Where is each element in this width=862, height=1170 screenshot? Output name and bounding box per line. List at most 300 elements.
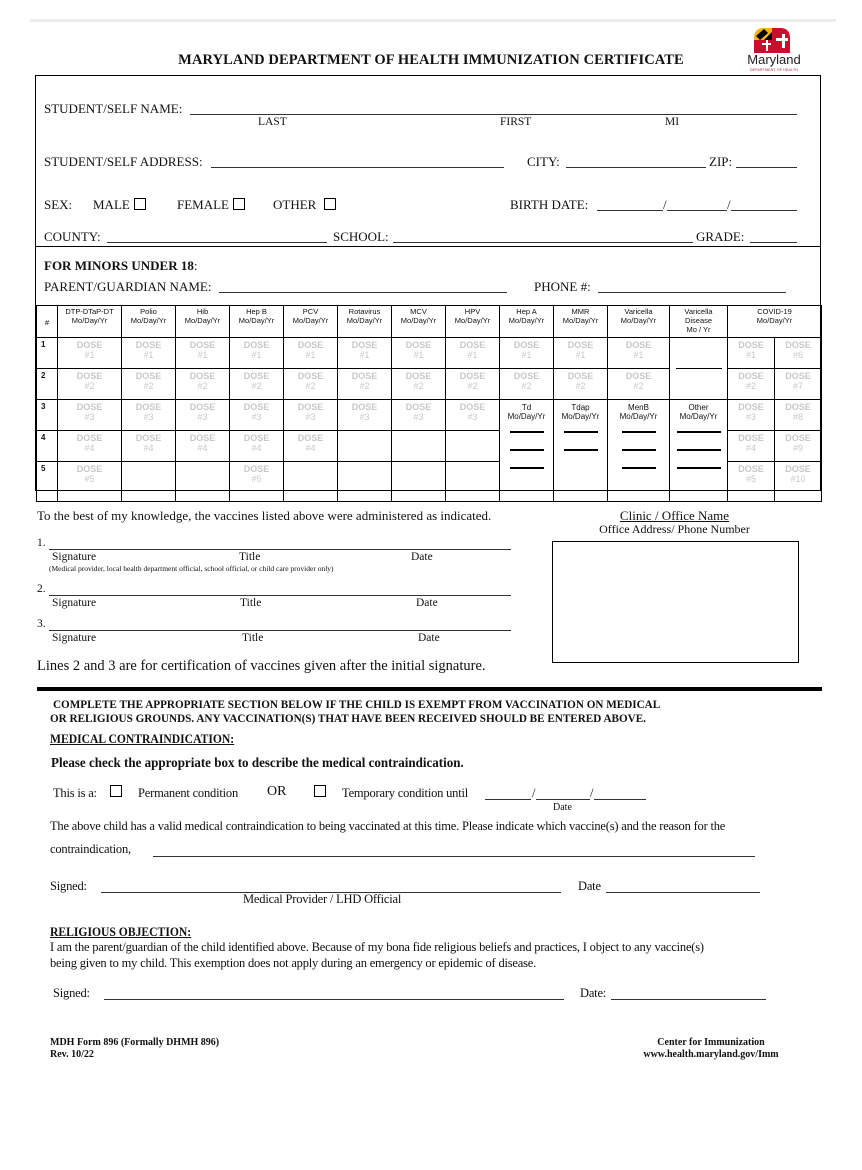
dose-number: #3 [197, 412, 208, 422]
table-row [37, 338, 822, 369]
tdap-date-line[interactable] [564, 449, 598, 451]
covid-dose-cell[interactable] [728, 400, 775, 431]
varicella-dose-cell[interactable] [608, 338, 670, 369]
dose-number: #2 [251, 381, 262, 391]
signature-caption: Signature [52, 551, 97, 563]
title-caption: Title [240, 597, 262, 609]
zip-label: ZIP: [709, 154, 733, 169]
polio-dose-cell[interactable] [122, 369, 176, 400]
row-number: 1 [37, 338, 58, 369]
pcv-dose-cell[interactable] [284, 431, 338, 462]
county-field[interactable] [107, 229, 327, 243]
religious-objection-text-line1: I am the parent/guardian of the child identified above. Because of my bona fide religious beliefs and practices, I object to any vaccine(s) [50, 940, 704, 954]
temporary-day-field[interactable] [536, 786, 590, 800]
birth-date-label: BIRTH DATE: [510, 197, 589, 212]
covid-dose-cell[interactable] [728, 462, 775, 502]
polio-dose-cell[interactable] [122, 338, 176, 369]
dose-word: DOSE [135, 340, 162, 350]
title-caption: Title [242, 632, 264, 644]
pcv-dose-cell[interactable] [284, 400, 338, 431]
birth-date-separator: / [727, 197, 731, 212]
mmr-dose-cell[interactable] [554, 369, 608, 400]
td-date-line[interactable] [510, 431, 544, 433]
td-header [500, 400, 553, 421]
clinic-address-label: Office Address/ Phone Number [599, 522, 750, 536]
dose-word: DOSE [243, 402, 270, 412]
temporary-condition-label: Temporary condition until [342, 786, 469, 800]
dtp-dose-cell[interactable] [58, 431, 122, 462]
header-format: Mo/Day/Yr [71, 316, 108, 325]
student-address-field[interactable] [211, 154, 504, 168]
temporary-date-caption: Date [553, 802, 572, 813]
dose-number: #2 [633, 381, 644, 391]
header-format: Mo/Day/Yr [620, 316, 657, 325]
header-name: Hep A [516, 307, 537, 316]
signature-line-2[interactable] [49, 582, 511, 596]
hpv-empty-cell[interactable] [446, 462, 500, 502]
dose-number: #5 [745, 474, 756, 484]
header-name: MCV [410, 307, 427, 316]
dose-number: #3 [413, 412, 424, 422]
signature-line-2-number: 2. [37, 583, 46, 595]
pcv-empty-cell[interactable] [284, 462, 338, 502]
birth-day-field[interactable] [667, 197, 727, 211]
table-header-row [37, 306, 822, 338]
td-date-slots [500, 431, 553, 469]
sex-female-option[interactable] [177, 197, 245, 213]
signature-line-1[interactable] [49, 536, 511, 550]
header-varicella [608, 306, 670, 338]
dose-number: #1 [251, 350, 262, 360]
page-top-border [30, 19, 836, 22]
middle-initial-caption: MI [665, 116, 680, 128]
permanent-condition-checkbox[interactable] [110, 785, 122, 797]
hepb-dose-cell[interactable] [230, 338, 284, 369]
pcv-dose-cell[interactable] [284, 369, 338, 400]
dose-placeholder [122, 431, 175, 453]
dose-word: DOSE [297, 433, 324, 443]
dose-placeholder [338, 369, 391, 391]
hib-dose-cell[interactable] [176, 431, 230, 462]
dose-placeholder [122, 338, 175, 360]
school-label: SCHOOL: [333, 229, 389, 244]
male-checkbox[interactable] [134, 198, 146, 210]
header-format: Mo/Day/Yr [508, 316, 545, 325]
hib-dose-cell[interactable] [176, 369, 230, 400]
rotavirus-dose-cell[interactable] [338, 338, 392, 369]
hepb-dose-cell[interactable] [230, 462, 284, 502]
dose-placeholder [775, 400, 821, 422]
sub-header-name: Tdap [571, 403, 590, 412]
clinic-name-label: Clinic / Office Name [619, 508, 730, 523]
sub-header-format: Mo/Day/Yr [679, 412, 718, 421]
dose-word: DOSE [76, 371, 103, 381]
medical-signature-field[interactable] [101, 879, 561, 893]
hepb-dose-cell[interactable] [230, 400, 284, 431]
dose-placeholder [338, 400, 391, 422]
mcv-dose-cell[interactable] [392, 338, 446, 369]
dose-word: DOSE [351, 340, 378, 350]
dose-word: DOSE [738, 371, 764, 381]
dose-number: #1 [359, 350, 370, 360]
header-name: Varicella Disease [684, 307, 713, 325]
dose-word: DOSE [76, 402, 103, 412]
dose-number: #6 [792, 350, 803, 360]
header-format: Mo/Day/Yr [400, 316, 437, 325]
section-divider [35, 246, 821, 247]
maryland-flag-icon [752, 26, 792, 53]
religious-objection-text-line2: being given to my child. This exemption does not apply during an emergency or epidemic of disease. [50, 956, 537, 970]
hpv-dose-cell[interactable] [446, 338, 500, 369]
date-caption: Date [411, 551, 433, 563]
other-checkbox[interactable] [324, 198, 336, 210]
dose-placeholder [230, 431, 283, 453]
temporary-year-field[interactable] [594, 786, 646, 800]
hepa-dose-cell[interactable] [500, 369, 554, 400]
td-date-line[interactable] [510, 449, 544, 451]
dose-placeholder [230, 338, 283, 360]
dose-placeholder [775, 369, 821, 391]
dose-number: #1 [143, 350, 154, 360]
dose-word: DOSE [297, 340, 324, 350]
dose-word: DOSE [297, 402, 324, 412]
covid-dose-cell[interactable] [775, 462, 822, 502]
header-covid19 [728, 306, 822, 338]
dose-number: #2 [197, 381, 208, 391]
certification-footnote: Lines 2 and 3 are for certification of vaccines given after the initial signature. [37, 658, 486, 674]
dose-word: DOSE [189, 433, 216, 443]
hepa-dose-cell[interactable] [500, 338, 554, 369]
grade-label: GRADE: [696, 229, 745, 244]
covid-dose-cell[interactable] [775, 369, 822, 400]
religious-signed-label: Signed: [53, 986, 90, 1000]
dose-placeholder [176, 369, 229, 391]
dose-placeholder [728, 338, 774, 360]
dose-word: DOSE [405, 340, 432, 350]
clinic-stamp-box[interactable] [552, 541, 799, 663]
logo-subtitle: DEPARTMENT OF HEALTH [749, 68, 799, 72]
header-format: Mo/Day/Yr [130, 316, 167, 325]
dose-placeholder [554, 338, 607, 360]
contraindication-label: contraindication, [50, 842, 131, 856]
minors-heading-colon: : [193, 258, 198, 273]
dose-placeholder [284, 369, 337, 391]
dtp-dose-cell[interactable] [58, 400, 122, 431]
other-cell [670, 400, 728, 502]
dose-placeholder [58, 338, 121, 360]
religious-date-field[interactable] [611, 986, 766, 1000]
dose-number: #3 [84, 412, 95, 422]
header-format: Mo/Day/Yr [184, 316, 221, 325]
header-name: DTP-DTaP-DT [65, 307, 114, 316]
other-date-line[interactable] [677, 467, 721, 469]
hepb-dose-cell[interactable] [230, 369, 284, 400]
dose-placeholder [392, 338, 445, 360]
header-name: Rotavirus [348, 307, 381, 316]
zip-field[interactable] [736, 154, 797, 168]
other-label: OTHER [273, 197, 317, 212]
parent-name-label: PARENT/GUARDIAN NAME: [44, 279, 212, 294]
temporary-month-field[interactable] [485, 786, 531, 800]
sex-other-option[interactable] [273, 197, 336, 213]
date-caption: Date [418, 632, 440, 644]
sub-header-format: Mo/Day/Yr [561, 412, 600, 421]
temporary-condition-checkbox[interactable] [314, 785, 326, 797]
section-rule [37, 687, 822, 691]
row-number: 2 [37, 369, 58, 400]
grade-field[interactable] [750, 229, 797, 243]
row-number: 5 [37, 462, 58, 502]
dose-placeholder [58, 369, 121, 391]
dose-placeholder [338, 338, 391, 360]
dose-number: #4 [251, 443, 262, 453]
mcv-dose-cell[interactable] [392, 400, 446, 431]
medical-contraindication-heading: MEDICAL CONTRAINDICATION: [50, 732, 235, 746]
covid-dose-cell[interactable] [775, 338, 822, 369]
rotavirus-dose-cell[interactable] [338, 369, 392, 400]
header-hpv [446, 306, 500, 338]
sub-header-format: Mo/Day/Yr [507, 412, 546, 421]
parent-name-field[interactable] [219, 279, 507, 293]
polio-empty-cell[interactable] [122, 462, 176, 502]
other-date-line[interactable] [677, 449, 721, 451]
header-name: MMR [571, 307, 590, 316]
polio-dose-cell[interactable] [122, 400, 176, 431]
dose-word: DOSE [567, 371, 594, 381]
medical-instruction: Please check the appropriate box to describe the medical contraindication. [51, 756, 464, 771]
mcv-dose-cell[interactable] [392, 369, 446, 400]
header-mcv [392, 306, 446, 338]
signature-line-1-number: 1. [37, 537, 46, 549]
county-label: COUNTY: [44, 229, 101, 244]
dose-number: #2 [521, 381, 532, 391]
footer-url[interactable]: www.health.maryland.gov/Imm [643, 1049, 779, 1060]
dose-placeholder [122, 400, 175, 422]
dose-number: #1 [197, 350, 208, 360]
dose-word: DOSE [625, 340, 652, 350]
header-name: HPV [464, 307, 481, 316]
signature-caption: Signature [52, 597, 97, 609]
dose-word: DOSE [785, 340, 811, 350]
medical-signed-label: Signed: [50, 879, 87, 893]
header-format: Mo/Day/Yr [562, 316, 599, 325]
menb-date-line[interactable] [622, 431, 656, 433]
other-date-line[interactable] [677, 431, 721, 433]
date-caption: Date [416, 597, 438, 609]
dose-number: #2 [575, 381, 586, 391]
hib-dose-cell[interactable] [176, 400, 230, 431]
contraindication-reason-field[interactable] [153, 844, 755, 857]
dtp-dose-cell[interactable] [58, 369, 122, 400]
header-name: Hib [196, 307, 209, 316]
dose-number: #5 [84, 474, 95, 484]
dose-word: DOSE [243, 464, 270, 474]
header-name: Polio [140, 307, 157, 316]
dose-placeholder [176, 400, 229, 422]
table-body [37, 338, 822, 502]
dose-placeholder [775, 462, 821, 484]
dose-placeholder [728, 369, 774, 391]
tdap-date-line[interactable] [564, 431, 598, 433]
dose-word: DOSE [738, 464, 764, 474]
dose-number: #2 [359, 381, 370, 391]
dose-number: #4 [143, 443, 154, 453]
dose-number: #2 [305, 381, 316, 391]
dose-word: DOSE [738, 340, 764, 350]
header-hepa [500, 306, 554, 338]
form-title-text: MARYLAND DEPARTMENT OF HEALTH IMMUNIZATION CERTIFICATE [178, 52, 684, 68]
dose-word: DOSE [297, 371, 324, 381]
hib-empty-cell[interactable] [176, 462, 230, 502]
dose-placeholder [58, 431, 121, 453]
dose-number: #10 [790, 474, 806, 484]
female-label: FEMALE [177, 197, 229, 212]
other-header [670, 400, 727, 421]
dose-word: DOSE [513, 371, 540, 381]
dose-word: DOSE [405, 402, 432, 412]
dose-word: DOSE [625, 371, 652, 381]
city-label: CITY: [527, 154, 560, 169]
birth-year-field[interactable] [731, 197, 797, 211]
valid-contraindication-text: The above child has a valid medical contraindication to being vaccinated at this time. Please indicate which vaccine(s) and the reason for the [50, 819, 726, 833]
sub-header-name: Td [521, 403, 532, 412]
student-address-label: STUDENT/SELF ADDRESS: [44, 154, 203, 169]
dose-placeholder [392, 400, 445, 422]
dose-number: #1 [745, 350, 756, 360]
covid-dose-cell[interactable] [728, 338, 775, 369]
dose-number: #4 [745, 443, 756, 453]
hpv-empty-cell[interactable] [446, 431, 500, 462]
hpv-dose-cell[interactable] [446, 369, 500, 400]
dose-placeholder [775, 431, 821, 453]
dose-placeholder [446, 338, 499, 360]
hib-dose-cell[interactable] [176, 338, 230, 369]
phone-field[interactable] [598, 279, 786, 293]
dose-placeholder [500, 369, 553, 391]
dose-placeholder [728, 400, 774, 422]
dtp-dose-cell[interactable] [58, 338, 122, 369]
covid-dose-cell[interactable] [728, 369, 775, 400]
header-format: Mo/Day/Yr [756, 316, 793, 325]
menb-date-line[interactable] [622, 449, 656, 451]
dose-word: DOSE [567, 340, 594, 350]
polio-dose-cell[interactable] [122, 431, 176, 462]
dose-number: #7 [792, 381, 803, 391]
rotavirus-empty-cell[interactable] [338, 431, 392, 462]
dose-word: DOSE [189, 371, 216, 381]
dose-placeholder [230, 369, 283, 391]
dose-number: #3 [467, 412, 478, 422]
dose-placeholder [392, 369, 445, 391]
dose-word: DOSE [513, 340, 540, 350]
mcv-empty-cell[interactable] [392, 431, 446, 462]
covid-dose-cell[interactable] [775, 400, 822, 431]
dose-placeholder [446, 369, 499, 391]
hpv-dose-cell[interactable] [446, 400, 500, 431]
birth-month-field[interactable] [597, 197, 663, 211]
pcv-dose-cell[interactable] [284, 338, 338, 369]
header-format: Mo/Day/Yr [454, 316, 491, 325]
dose-word: DOSE [76, 433, 103, 443]
mmr-dose-cell[interactable] [554, 338, 608, 369]
dose-placeholder [446, 400, 499, 422]
school-field[interactable] [393, 229, 693, 243]
header-name: PCV [302, 307, 319, 316]
td-date-line[interactable] [510, 467, 544, 469]
dose-word: DOSE [76, 464, 103, 474]
certification-statement: To the best of my knowledge, the vaccines listed above were administered as indicated. [37, 508, 492, 523]
dose-number: #1 [305, 350, 316, 360]
dose-number: #1 [413, 350, 424, 360]
rotavirus-dose-cell[interactable] [338, 400, 392, 431]
male-label: MALE [93, 197, 130, 212]
dose-number: #5 [251, 474, 262, 484]
dose-number: #3 [143, 412, 154, 422]
dose-number: #4 [305, 443, 316, 453]
header-format: Mo/Day/Yr [346, 316, 383, 325]
dose-placeholder [284, 338, 337, 360]
rotavirus-empty-cell[interactable] [338, 462, 392, 502]
hepb-dose-cell[interactable] [230, 431, 284, 462]
dose-number: #4 [84, 443, 95, 453]
dose-placeholder [554, 369, 607, 391]
header-format: Mo/Day/Yr [292, 316, 329, 325]
header-pcv [284, 306, 338, 338]
city-field[interactable] [566, 154, 706, 168]
covid-dose-cell[interactable] [775, 431, 822, 462]
exemption-intro-line2: OR RELIGIOUS GROUNDS. ANY VACCINATION(S) THAT HAVE BEEN RECEIVED SHOULD BE ENTERED ABOVE. [50, 711, 646, 725]
sex-label: SEX: [44, 197, 73, 212]
dose-word: DOSE [243, 433, 270, 443]
dose-placeholder [775, 338, 821, 360]
student-name-field[interactable] [190, 101, 797, 115]
religious-signature-field[interactable] [104, 986, 564, 1000]
varicella-disease-cell[interactable] [670, 338, 728, 400]
dtp-dose-cell[interactable] [58, 462, 122, 502]
row-number: 3 [37, 400, 58, 431]
dose-number: #1 [467, 350, 478, 360]
varicella-dose-cell[interactable] [608, 369, 670, 400]
minors-heading-text: FOR MINORS UNDER 18 [44, 258, 194, 273]
signature-line-3[interactable] [49, 617, 511, 631]
medical-signer-caption: Medical Provider / LHD Official [243, 892, 402, 906]
first-name-caption: FIRST [500, 116, 532, 128]
signature-line-3-number: 3. [37, 618, 46, 630]
header-format: Mo/Day/Yr [238, 316, 275, 325]
form-title [0, 52, 862, 69]
dose-placeholder [230, 462, 283, 484]
dose-word: DOSE [459, 340, 486, 350]
signature-caption: Signature [52, 632, 97, 644]
this-is-a-label: This is a: [53, 786, 97, 800]
dose-placeholder [284, 431, 337, 453]
covid-dose-cell[interactable] [728, 431, 775, 462]
menb-date-line[interactable] [622, 467, 656, 469]
sex-male-option[interactable] [93, 197, 146, 213]
date-separator: / [532, 786, 536, 800]
dose-number: #2 [143, 381, 154, 391]
varicella-disease-line[interactable] [676, 368, 722, 369]
header-format: Mo / Yr [686, 325, 711, 334]
dose-word: DOSE [189, 340, 216, 350]
dose-number: #1 [521, 350, 532, 360]
date-separator: / [590, 786, 594, 800]
religious-objection-heading: RELIGIOUS OBJECTION: [50, 925, 192, 939]
medical-date-field[interactable] [606, 879, 760, 893]
mcv-empty-cell[interactable] [392, 462, 446, 502]
header-name: Hep B [246, 307, 267, 316]
female-checkbox[interactable] [233, 198, 245, 210]
